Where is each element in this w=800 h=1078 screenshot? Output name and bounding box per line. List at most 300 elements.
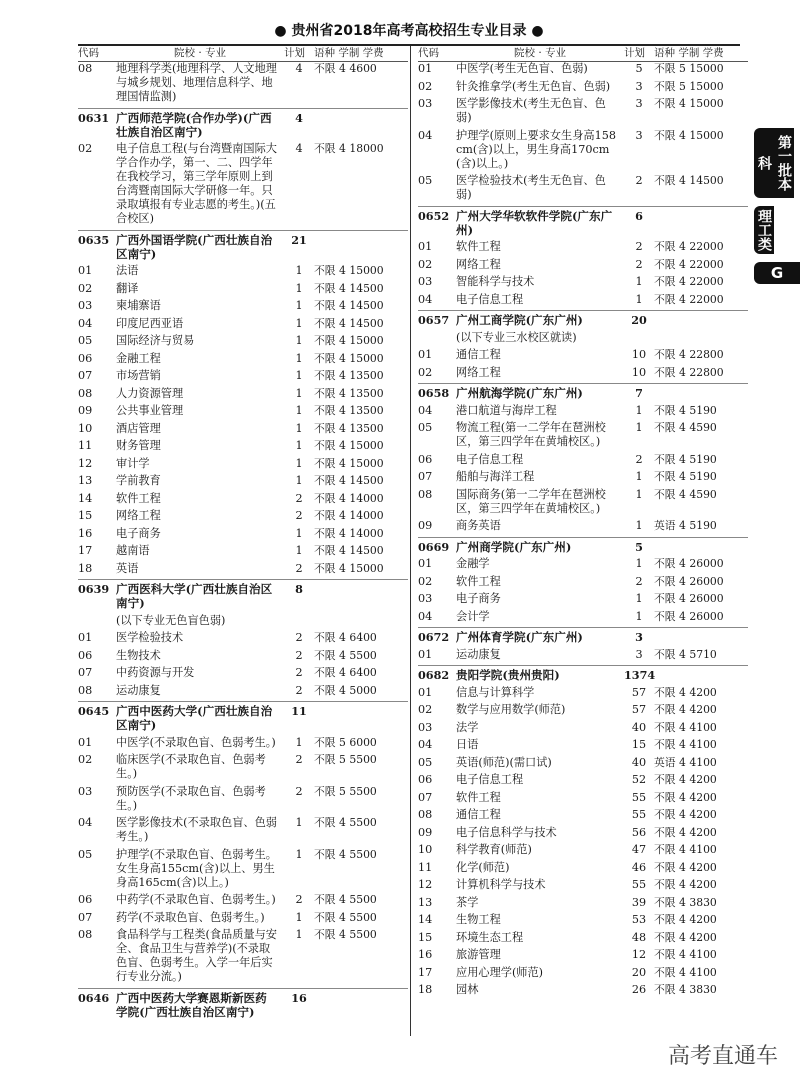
row-code: 10 — [78, 421, 93, 435]
row-plan: 52 — [631, 773, 647, 786]
row-info: 不限 4 4100 — [654, 948, 717, 961]
row-code: 05 — [78, 847, 93, 861]
row-plan: 1 — [295, 526, 303, 540]
row-info: 不限 4 4100 — [654, 720, 717, 734]
row-info: 不限 4 22800 — [654, 348, 724, 361]
row-info: 不限 4 3830 — [654, 983, 717, 996]
row-plan: 10 — [631, 365, 647, 379]
header-info: 语种 学制 学费 — [654, 47, 724, 59]
row-info: 不限 4 5500 — [314, 847, 377, 861]
row-code: 14 — [78, 491, 93, 505]
major-row — [418, 348, 748, 362]
major-row — [418, 983, 748, 997]
row-name: 法语 — [116, 264, 139, 277]
row-plan: 5 — [635, 539, 643, 554]
row-name: 中医学(不录取色盲、色弱考生。) — [116, 735, 276, 749]
row-code: 0635 — [78, 232, 110, 247]
row-plan: 4 — [295, 62, 303, 75]
row-plan: 3 — [635, 630, 643, 644]
row-code: 01 — [78, 631, 93, 644]
row-name: 市场营销 — [116, 369, 161, 382]
row-name: 科学教育(师范) — [456, 843, 532, 856]
row-code: 05 — [418, 421, 433, 434]
row-code: 08 — [78, 928, 93, 941]
row-name: 软件工程 — [116, 491, 161, 505]
row-info: 不限 4 6400 — [314, 666, 377, 679]
row-name: 通信工程 — [456, 348, 501, 361]
major-row — [418, 703, 748, 717]
row-name: 中药学(不录取色盲、色弱考生。) — [116, 893, 276, 906]
row-info: 不限 4 5190 — [654, 452, 717, 466]
row-info: 不限 4 18000 — [314, 142, 384, 155]
school-row — [418, 310, 748, 327]
row-plan: 57 — [631, 685, 647, 699]
note-row — [418, 331, 748, 345]
row-name: 公共事业管理 — [116, 404, 184, 417]
row-name: 网络工程 — [456, 257, 501, 271]
row-code: 17 — [78, 544, 93, 557]
row-plan: 1 — [295, 334, 303, 347]
header-plan: 计划 — [284, 47, 305, 59]
row-name: 会计学 — [456, 609, 490, 623]
row-info: 不限 4 5190 — [654, 403, 717, 417]
row-info: 不限 4 14500 — [314, 281, 384, 295]
row-plan: 10 — [631, 348, 647, 361]
row-plan: 1 — [295, 847, 303, 861]
row-plan: 4 — [295, 110, 303, 125]
row-plan: 16 — [291, 990, 307, 1005]
row-plan: 1 — [295, 351, 303, 365]
row-name: 广西医科大学(广西壮族自治区南宁) — [116, 582, 273, 610]
school-row — [78, 701, 408, 732]
row-plan: 1 — [295, 404, 303, 417]
row-plan: 2 — [635, 574, 643, 588]
row-plan: 1 — [635, 421, 643, 434]
row-code: 02 — [418, 574, 433, 588]
row-plan: 1 — [295, 386, 303, 400]
major-row — [418, 773, 748, 787]
right-table-body — [418, 62, 748, 997]
major-row — [78, 142, 408, 226]
major-row — [78, 666, 408, 680]
row-code: 02 — [418, 79, 433, 93]
row-info: 英语 4 4100 — [654, 755, 717, 769]
row-code: 13 — [418, 895, 433, 909]
row-name: 生物工程 — [456, 913, 501, 926]
row-plan: 2 — [295, 893, 303, 906]
row-plan: 1 — [295, 474, 303, 487]
major-row — [418, 861, 748, 875]
row-info: 不限 4 26000 — [654, 592, 724, 605]
major-row — [418, 826, 748, 840]
row-code: 0639 — [78, 582, 110, 596]
row-plan: 1 — [295, 421, 303, 435]
major-row — [418, 404, 748, 418]
major-row — [418, 648, 748, 662]
row-info: 不限 4 4200 — [654, 878, 717, 891]
row-name: 电子信息工程 — [456, 292, 524, 306]
side-tab-letter: G — [754, 262, 800, 284]
row-code: 11 — [78, 439, 93, 452]
row-plan: 2 — [635, 174, 643, 187]
major-row — [418, 878, 748, 892]
row-name: 护理学(原则上要求女生身高158cm(含)以上，男生身高170cm(含)以上。) — [456, 128, 616, 170]
major-row — [78, 369, 408, 383]
row-info: 不限 4 5500 — [314, 816, 377, 829]
row-code: 03 — [78, 784, 93, 798]
header-code: 代码 — [418, 47, 439, 59]
row-plan: 8 — [295, 582, 303, 596]
row-code: 01 — [418, 240, 433, 253]
row-name: 地理科学类(地理科学、人文地理与城乡规划、地理信息科学、地理国情监测) — [116, 62, 277, 103]
row-name: (以下专业三水校区就读) — [456, 330, 577, 344]
row-plan: 53 — [631, 913, 647, 926]
row-plan: 1374 — [624, 668, 656, 682]
row-plan: 46 — [631, 860, 647, 874]
row-code — [78, 614, 116, 628]
row-code: 18 — [78, 561, 93, 575]
major-row — [78, 928, 408, 984]
row-info: 不限 4 5000 — [314, 683, 377, 697]
school-row — [418, 206, 748, 237]
row-plan: 6 — [635, 208, 643, 223]
right-column-header — [418, 46, 748, 62]
row-info: 不限 4 14500 — [314, 299, 384, 312]
major-row — [418, 129, 748, 171]
row-name: 电子信息工程 — [456, 773, 524, 786]
row-plan: 2 — [295, 509, 303, 522]
major-row — [78, 492, 408, 506]
row-code: 09 — [418, 519, 433, 532]
row-info: 不限 4 5500 — [314, 910, 377, 924]
row-code: 04 — [78, 816, 93, 829]
row-info: 不限 4 14500 — [314, 474, 384, 487]
major-row — [418, 966, 748, 980]
row-code: 0682 — [418, 668, 450, 682]
row-name: 应用心理学(师范) — [456, 965, 544, 979]
major-row — [78, 62, 408, 104]
row-code: 06 — [78, 351, 93, 365]
row-code: 18 — [418, 983, 433, 996]
school-row — [78, 108, 408, 139]
row-name: 金融学 — [456, 557, 490, 570]
row-plan: 21 — [291, 232, 307, 247]
row-plan: 39 — [631, 895, 647, 909]
row-name: 船舶与海洋工程 — [456, 470, 535, 483]
row-plan: 7 — [635, 386, 643, 400]
row-info: 不限 4 14000 — [314, 491, 384, 505]
major-row — [78, 544, 408, 558]
row-code: 04 — [418, 609, 433, 623]
watermark-text: 高考直通车 — [667, 1044, 778, 1069]
row-code: 04 — [78, 316, 93, 330]
row-info: 不限 4 13500 — [314, 386, 384, 400]
row-code: 0646 — [78, 990, 110, 1005]
row-code: 0658 — [418, 386, 450, 400]
row-code: 02 — [78, 142, 93, 155]
row-plan: 26 — [631, 983, 647, 996]
row-plan: 1 — [635, 609, 643, 623]
row-name: 广西外国语学院(广西壮族自治区南宁) — [116, 232, 273, 261]
major-row — [418, 791, 748, 805]
row-code: 01 — [78, 264, 93, 277]
row-code: 16 — [418, 948, 433, 961]
row-name: 英语 — [116, 561, 139, 575]
row-code: 01 — [418, 348, 433, 361]
row-info: 英语 4 5190 — [654, 519, 717, 532]
row-info: 不限 4 4600 — [314, 62, 377, 75]
row-plan: 1 — [635, 292, 643, 306]
side-tabs — [754, 128, 800, 292]
row-name: 计算机科学与技术 — [456, 878, 546, 891]
row-plan: 1 — [295, 316, 303, 330]
row-name: 通信工程 — [456, 808, 501, 821]
row-name: 数学与应用数学(师范) — [456, 703, 566, 716]
row-code: 01 — [418, 557, 433, 570]
row-code: 15 — [78, 509, 93, 522]
row-info — [654, 540, 748, 554]
row-plan: 55 — [631, 790, 647, 804]
major-row — [78, 439, 408, 453]
row-info — [654, 630, 748, 644]
school-row — [418, 383, 748, 400]
row-code — [418, 331, 456, 345]
row-plan: 5 — [635, 62, 643, 75]
major-row — [78, 352, 408, 366]
row-info: 不限 5 15000 — [654, 79, 724, 93]
row-code: 08 — [78, 386, 93, 400]
side-tab-batch: 第一批本科 — [754, 128, 794, 198]
row-code: 06 — [418, 773, 433, 786]
major-row — [78, 631, 408, 645]
row-plan: 1 — [295, 910, 303, 924]
row-code: 01 — [78, 735, 93, 749]
major-row — [78, 562, 408, 576]
row-name: 信息与计算科学 — [456, 685, 535, 699]
row-info: 不限 4 15000 — [314, 439, 384, 452]
row-plan: 47 — [631, 843, 647, 856]
school-row — [418, 665, 748, 682]
major-row — [78, 509, 408, 523]
row-code: 07 — [78, 666, 93, 679]
row-name: 网络工程 — [456, 365, 501, 379]
major-row — [78, 264, 408, 278]
major-row — [78, 299, 408, 313]
row-name: 广州航海学院(广东广州) — [456, 386, 583, 400]
row-name: 国际经济与贸易 — [116, 334, 195, 347]
row-plan: 1 — [295, 456, 303, 470]
row-code: 04 — [418, 403, 433, 417]
major-row — [418, 421, 748, 449]
row-name: 柬埔寨语 — [116, 299, 161, 312]
row-plan: 2 — [295, 491, 303, 505]
row-plan: 1 — [295, 544, 303, 557]
row-info: 不限 4 14500 — [314, 544, 384, 557]
major-row — [78, 422, 408, 436]
major-row — [78, 317, 408, 331]
row-code: 05 — [418, 755, 433, 769]
row-code: 04 — [418, 128, 433, 142]
row-name: 港口航道与海岸工程 — [456, 403, 557, 417]
row-info: 不限 4 5500 — [314, 648, 377, 662]
school-row — [78, 230, 408, 261]
row-plan: 57 — [631, 703, 647, 716]
row-name: 人力资源管理 — [116, 386, 184, 400]
row-code: 14 — [418, 913, 433, 926]
row-info: 不限 4 14000 — [314, 509, 384, 522]
row-plan: 2 — [295, 666, 303, 679]
row-plan: 20 — [631, 313, 647, 327]
row-info: 不限 4 4200 — [654, 685, 717, 699]
row-code: 02 — [418, 257, 433, 271]
row-code: 08 — [418, 487, 433, 501]
row-code: 0657 — [418, 313, 450, 327]
row-name: 中药资源与开发 — [116, 666, 195, 679]
row-code: 03 — [418, 592, 433, 605]
major-row — [418, 293, 748, 307]
row-info — [654, 209, 748, 237]
row-info: 不限 4 13500 — [314, 369, 384, 382]
row-name: 广州工商学院(广东广州) — [456, 313, 583, 327]
major-row — [418, 721, 748, 735]
row-name: 运动康复 — [116, 683, 161, 697]
row-name: (以下专业无色盲色弱) — [116, 613, 226, 627]
row-plan: 3 — [635, 647, 643, 661]
major-row — [418, 948, 748, 962]
major-row — [78, 848, 408, 890]
row-plan: 1 — [635, 403, 643, 417]
major-row — [418, 62, 748, 76]
major-row — [418, 97, 748, 125]
major-row — [418, 488, 748, 516]
row-code: 07 — [78, 910, 93, 924]
row-name: 旅游管理 — [456, 948, 501, 961]
row-name: 生物技术 — [116, 648, 161, 662]
row-name: 医学检验技术 — [116, 631, 184, 644]
school-row — [78, 988, 408, 1019]
major-row — [78, 684, 408, 698]
row-name: 药学(不录取色盲、色弱考生。) — [116, 910, 265, 924]
row-name: 软件工程 — [456, 240, 501, 253]
row-code: 12 — [418, 878, 433, 891]
row-name: 电子信息工程(与台湾暨南国际大学合作办学，第一、二、四学年在我校学习，第三学年原则上到台湾暨南国际大学研修一年。只录取填报有专业志愿的考生。)(五合校区) — [116, 142, 277, 225]
row-code: 04 — [418, 292, 433, 306]
row-name: 软件工程 — [456, 790, 501, 804]
major-row — [418, 896, 748, 910]
major-row — [418, 258, 748, 272]
row-info: 不限 4 26000 — [654, 609, 724, 623]
major-row — [418, 174, 748, 202]
row-plan: 3 — [635, 79, 643, 93]
row-code: 01 — [418, 685, 433, 699]
row-info: 不限 4 4100 — [654, 738, 717, 751]
row-code: 08 — [78, 62, 93, 75]
row-code: 09 — [418, 825, 433, 839]
row-info: 不限 4 14500 — [654, 174, 724, 187]
major-row — [418, 808, 748, 822]
row-info — [314, 704, 408, 732]
row-name: 中医学(考生无色盲、色弱) — [456, 62, 588, 75]
row-info: 不限 4 5190 — [654, 470, 717, 483]
row-code: 12 — [78, 456, 93, 470]
major-row — [78, 911, 408, 925]
row-plan: 1 — [635, 557, 643, 570]
row-name: 物流工程(第一二学年在琶洲校区，第三四学年在黄埔校区。) — [456, 421, 606, 448]
row-name: 广西中医药大学赛恩斯新医药学院(广西壮族自治区南宁) — [116, 990, 267, 1019]
row-code: 13 — [78, 474, 93, 487]
row-plan: 1 — [295, 264, 303, 277]
major-row — [78, 736, 408, 750]
side-tab-category: 理工类 — [754, 206, 774, 254]
row-name: 电子信息工程 — [456, 452, 524, 466]
left-column-header — [78, 46, 408, 62]
row-info: 不限 4 22000 — [654, 240, 724, 253]
major-row — [78, 816, 408, 844]
major-row — [418, 610, 748, 624]
row-info: 不限 4 22000 — [654, 257, 724, 271]
row-code: 0631 — [78, 110, 110, 125]
row-info: 不限 4 22800 — [654, 365, 724, 379]
row-plan: 48 — [631, 930, 647, 944]
row-code: 10 — [418, 843, 433, 856]
row-name: 医学影像技术(不录取色盲、色弱考生。) — [116, 816, 277, 843]
row-code: 06 — [418, 452, 433, 466]
row-name: 广西师范学院(合作办学)(广西壮族自治区南宁) — [116, 110, 272, 139]
row-code: 0672 — [418, 630, 450, 644]
row-info: 不限 4 6400 — [314, 631, 377, 644]
row-info: 不限 4 5500 — [314, 928, 377, 941]
row-code: 02 — [78, 281, 93, 295]
row-name: 医学影像技术(考生无色盲、色弱) — [456, 97, 606, 124]
row-info — [314, 991, 408, 1019]
row-plan: 1 — [295, 928, 303, 941]
major-row — [418, 557, 748, 571]
row-code: 07 — [418, 470, 433, 483]
row-code: 06 — [78, 648, 93, 662]
major-row — [418, 931, 748, 945]
row-name: 护理学(不录取色盲、色弱考生。女生身高155cm(含)以上、男生身高165cm(含)以上。) — [116, 847, 277, 889]
row-info: 不限 4 14500 — [314, 316, 384, 330]
row-code: 01 — [418, 647, 433, 661]
row-name: 电子商务 — [456, 592, 501, 605]
row-code: 02 — [418, 703, 433, 716]
row-name: 学前教育 — [116, 474, 161, 487]
school-row — [78, 579, 408, 610]
row-plan: 12 — [631, 948, 647, 961]
row-plan: 55 — [631, 878, 647, 891]
header-info: 语种 学制 学费 — [314, 47, 384, 59]
row-plan — [284, 614, 314, 628]
school-row — [418, 627, 748, 644]
school-row — [418, 537, 748, 554]
major-row — [78, 785, 408, 813]
row-plan: 2 — [295, 561, 303, 575]
major-row — [418, 843, 748, 857]
row-info — [314, 233, 408, 261]
left-column — [78, 46, 408, 1022]
row-info: 不限 4 5500 — [314, 893, 377, 906]
row-code: 04 — [418, 738, 433, 751]
row-info: 不限 4 4200 — [654, 773, 717, 786]
row-info: 不限 5 5500 — [314, 784, 377, 798]
row-name: 酒店管理 — [116, 421, 161, 435]
row-info — [654, 668, 748, 682]
row-info: 不限 5 5500 — [314, 753, 377, 766]
row-code: 0652 — [418, 208, 450, 223]
row-info: 不限 4 5710 — [654, 647, 717, 661]
row-info: 不限 4 13500 — [314, 404, 384, 417]
row-code: 03 — [418, 720, 433, 734]
